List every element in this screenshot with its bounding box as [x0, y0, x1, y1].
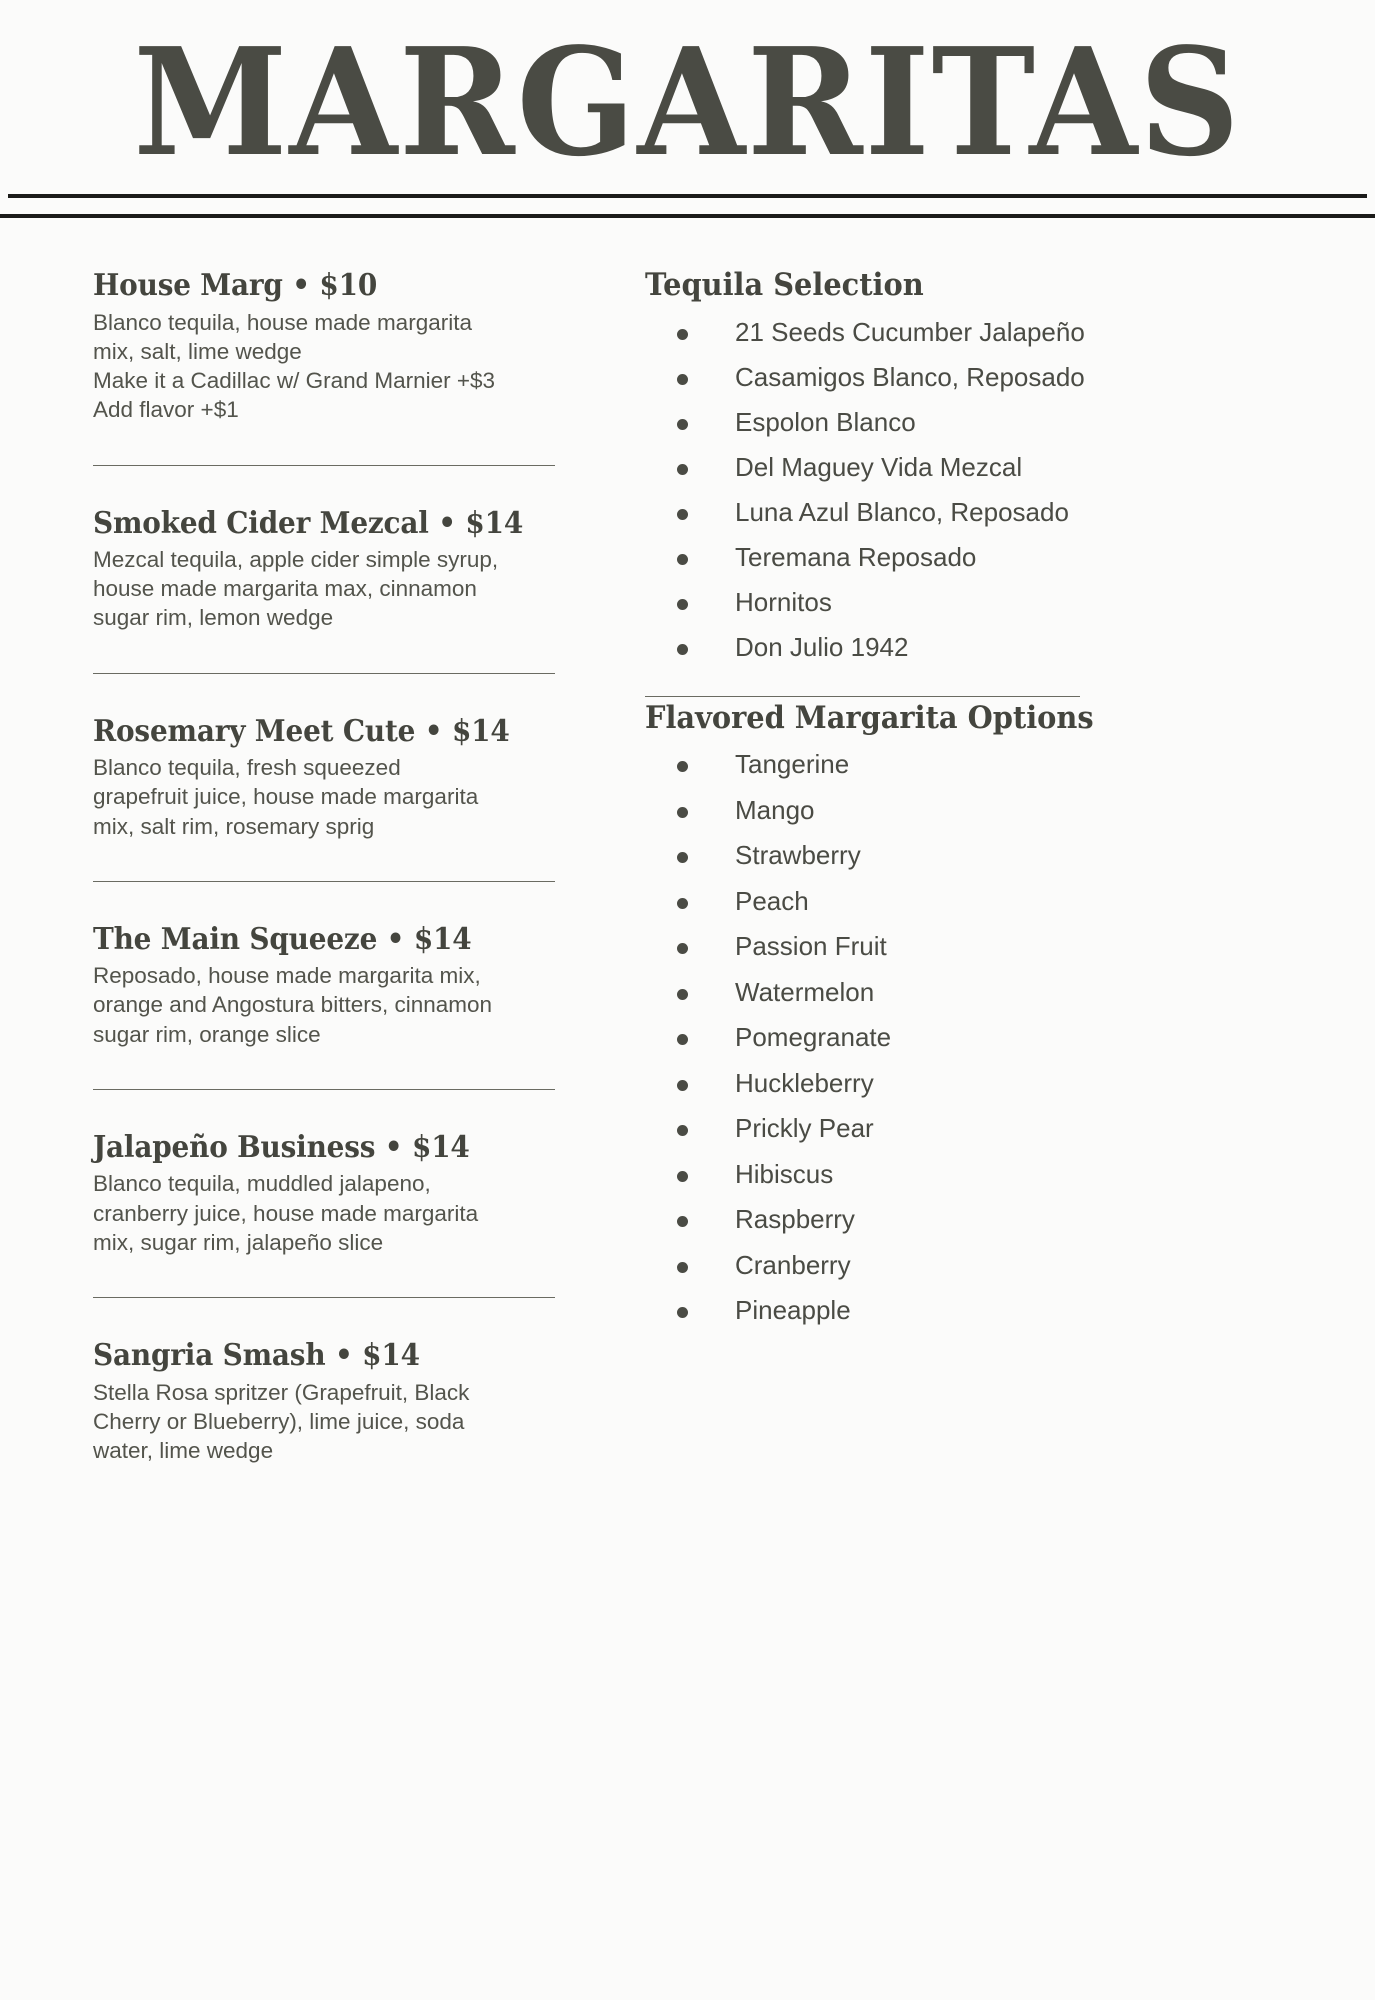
list-item: Del Maguey Vida Mezcal [677, 445, 1115, 490]
list-item: Espolon Blanco [677, 400, 1115, 445]
drink-name: Smoked Cider Mezcal • $14 [93, 505, 524, 541]
drink-description [93, 753, 563, 841]
drink-divider [93, 465, 555, 466]
list-item: Prickly Pear [677, 1106, 1115, 1152]
drink-description [93, 1378, 563, 1466]
list-item: Strawberry [677, 833, 1115, 879]
drink-description [93, 545, 563, 633]
description-line: orange and Angostura bitters, cinnamon [93, 992, 493, 1018]
description-line: house made margarita max, cinnamon [93, 576, 477, 602]
drink-item [93, 268, 600, 424]
drink-item [93, 922, 600, 1049]
description-line: Reposado, house made margarita mix, [93, 963, 481, 989]
flavored-options-list [645, 742, 1200, 1334]
menu-columns [0, 218, 1375, 1465]
drink-divider [93, 673, 555, 674]
flavored-options-section [645, 696, 1200, 1334]
description-line: Mezcal tequila, apple cider simple syrup, [93, 546, 499, 572]
list-item: Casamigos Blanco, Reposado [677, 355, 1115, 400]
list-item: Tangerine [677, 742, 1115, 788]
drink-name: Rosemary Meet Cute • $14 [93, 713, 510, 749]
description-line: Make it a Cadillac w/ Grand Marnier +$3 [93, 368, 496, 394]
list-item: Watermelon [677, 970, 1115, 1016]
description-line: cranberry juice, house made margarita [93, 1200, 479, 1226]
drink-item [93, 1338, 600, 1465]
selections-column [600, 268, 1200, 1334]
drink-divider [93, 1089, 555, 1090]
list-item: Don Julio 1942 [677, 625, 1115, 670]
description-line: grapefruit juice, house made margarita [93, 784, 479, 810]
drink-name: Jalapeño Business • $14 [93, 1129, 470, 1165]
list-item: 21 Seeds Cucumber Jalapeño [677, 310, 1115, 355]
list-item: Teremana Reposado [677, 535, 1115, 580]
drink-description [93, 961, 563, 1049]
list-item: Huckleberry [677, 1061, 1115, 1107]
drink-description [93, 1169, 563, 1257]
description-line: Cherry or Blueberry), lime juice, soda [93, 1408, 465, 1434]
list-item: Raspberry [677, 1197, 1115, 1243]
description-line: mix, salt, lime wedge [93, 338, 302, 364]
cocktail-list-column [0, 268, 600, 1465]
flavored-options-title: Flavored Margarita Options [645, 699, 1094, 736]
tequila-selection-list [645, 310, 1200, 670]
drink-item [93, 1130, 600, 1257]
description-line: sugar rim, lemon wedge [93, 605, 334, 631]
tequila-selection-title: Tequila Selection [645, 267, 924, 304]
description-line: sugar rim, orange slice [93, 1021, 321, 1047]
list-item: Pineapple [677, 1288, 1115, 1334]
drink-item [93, 714, 600, 841]
menu-header [0, 0, 1375, 189]
description-line: Blanco tequila, house made margarita [93, 309, 472, 335]
list-item: Mango [677, 788, 1115, 834]
description-line: Blanco tequila, fresh squeezed [93, 755, 401, 781]
list-item: Passion Fruit [677, 924, 1115, 970]
description-line: Stella Rosa spritzer (Grapefruit, Black [93, 1379, 470, 1405]
drink-name: House Marg • $10 [93, 268, 378, 304]
description-line: Add flavor +$1 [93, 397, 239, 423]
section-divider [645, 696, 1080, 697]
drink-description [93, 308, 563, 425]
page-title: MARGARITAS [133, 15, 1242, 189]
drink-name: Sangria Smash • $14 [93, 1338, 420, 1374]
list-item: Luna Azul Blanco, Reposado [677, 490, 1115, 535]
list-item: Hibiscus [677, 1152, 1115, 1198]
list-item: Pomegranate [677, 1015, 1115, 1061]
drink-name: The Main Squeeze • $14 [93, 921, 472, 957]
list-item: Hornitos [677, 580, 1115, 625]
drink-divider [93, 881, 555, 882]
header-divider-inset [8, 194, 1367, 198]
drink-divider [93, 1297, 555, 1298]
description-line: water, lime wedge [93, 1438, 274, 1463]
list-item: Cranberry [677, 1243, 1115, 1289]
drink-item [93, 506, 600, 633]
description-line: Blanco tequila, muddled jalapeno, [93, 1171, 431, 1197]
list-item: Peach [677, 879, 1115, 925]
description-line: mix, salt rim, rosemary sprig [93, 813, 375, 839]
description-line: mix, sugar rim, jalapeño slice [93, 1229, 384, 1255]
